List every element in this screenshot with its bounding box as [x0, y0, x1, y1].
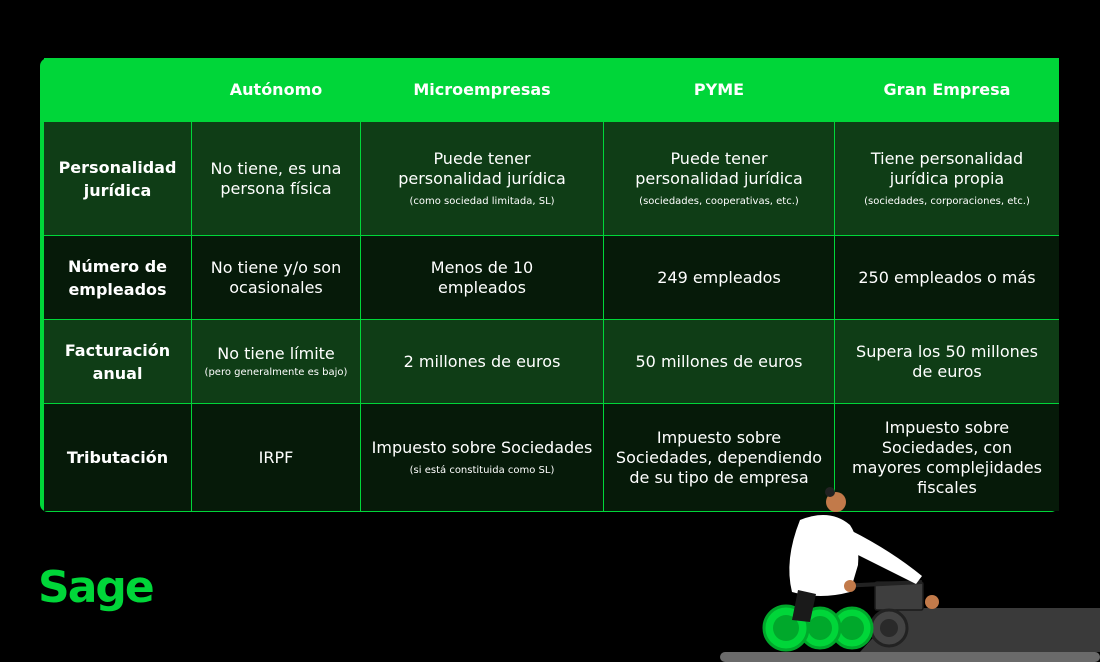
table-cell: No tiene, es una persona física	[192, 122, 360, 235]
table-cell: Menos de 10 empleados	[361, 236, 603, 319]
row-label-numero-empleados: Número de empleados	[44, 236, 191, 319]
table-cell: Tiene personalidad jurídica propia (sociedades, corporaciones, etc.)	[835, 122, 1059, 235]
table-cell: No tiene límite (pero generalmente es bajo)	[192, 320, 360, 403]
cell-note: (como sociedad limitada, SL)	[409, 195, 555, 207]
table-cell: 249 empleados	[604, 236, 834, 319]
row-label-personalidad: Personalidad jurídica	[44, 122, 191, 235]
header-empty	[44, 58, 191, 121]
table-cell: IRPF	[192, 404, 360, 511]
header-autonomo: Autónomo	[192, 58, 360, 121]
header-microempresas: Microempresas	[361, 58, 603, 121]
comparison-table	[40, 58, 1059, 512]
table-cell: Puede tener personalidad jurídica (sociedades, cooperativas, etc.)	[604, 122, 834, 235]
table-cell: 2 millones de euros	[361, 320, 603, 403]
row-label-tributacion: Tributación	[44, 404, 191, 511]
table-cell: Impuesto sobre Sociedades (si está constituida como SL)	[361, 404, 603, 511]
comparison-grid	[44, 58, 1055, 508]
header-gran-empresa: Gran Empresa	[835, 58, 1059, 121]
cell-note: (si está constituida como SL)	[409, 464, 555, 476]
person-pushing-coins-illustration	[700, 480, 1100, 662]
cell-note: (pero generalmente es bajo)	[204, 366, 348, 378]
row-label-facturacion: Facturación anual	[44, 320, 191, 403]
table-cell: Impuesto sobre Sociedades, dependiendo de su tipo de empresa	[604, 404, 834, 511]
table-cell: 50 millones de euros	[604, 320, 834, 403]
table-cell: Impuesto sobre Sociedades, con mayores complejidades fiscales	[835, 404, 1059, 511]
sage-logo: Sage	[38, 562, 153, 613]
table-cell: Puede tener personalidad jurídica (como sociedad limitada, SL)	[361, 122, 603, 235]
table-cell: No tiene y/o son ocasionales	[192, 236, 360, 319]
cell-note: (sociedades, cooperativas, etc.)	[639, 195, 799, 207]
cell-note: (sociedades, corporaciones, etc.)	[864, 195, 1030, 207]
header-pyme: PYME	[604, 58, 834, 121]
table-cell: Supera los 50 millones de euros	[835, 320, 1059, 403]
table-cell: 250 empleados o más	[835, 236, 1059, 319]
